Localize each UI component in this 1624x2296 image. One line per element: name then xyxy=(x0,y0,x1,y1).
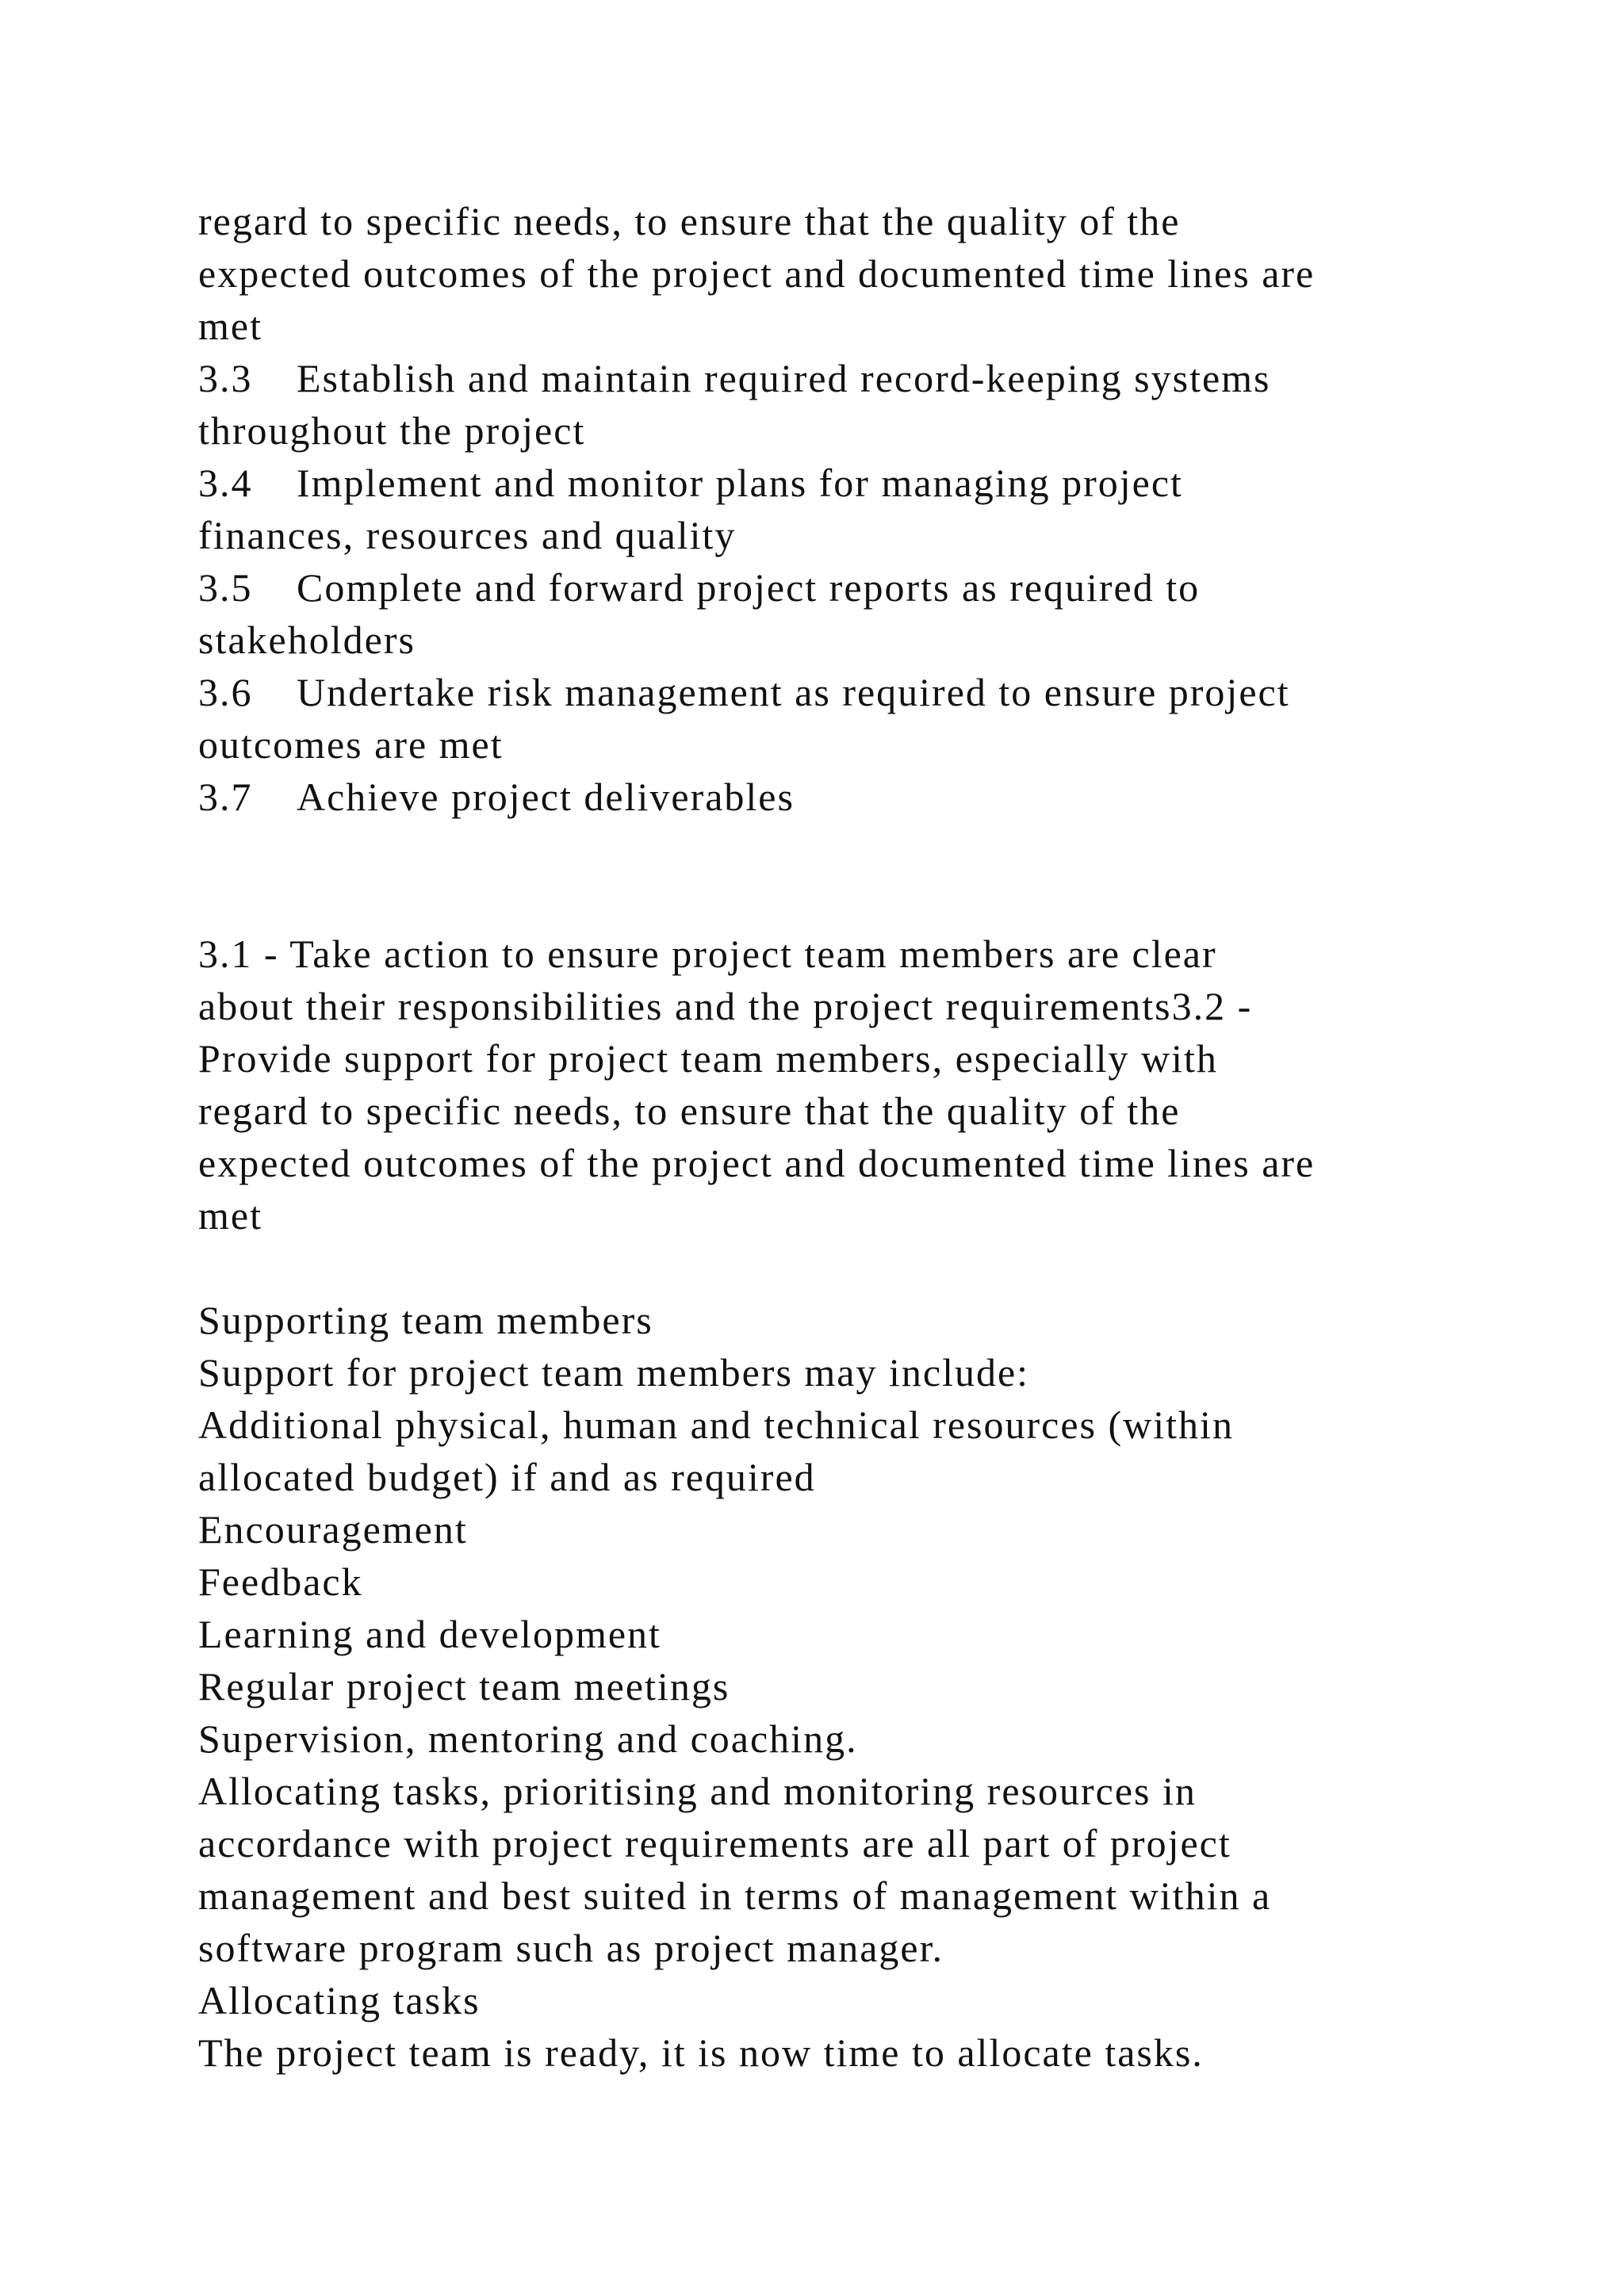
block-supporting-team xyxy=(198,1294,1467,2079)
text-line: accordance with project requirements are all part of project xyxy=(198,1821,1231,1866)
text-line: Regular project team meetings xyxy=(198,1664,730,1709)
document-page xyxy=(198,195,1467,2079)
text-line: Allocating tasks, prioritising and monitoring resources in xyxy=(198,1769,1197,1813)
item-number: 3.3 xyxy=(198,356,253,400)
text-line: software program such as project manager. xyxy=(198,1926,944,1970)
section-heading: Allocating tasks xyxy=(198,1978,481,2022)
text-line: regard to specific needs, to ensure that the quality of the xyxy=(198,1089,1181,1133)
text-line: outcomes are met xyxy=(198,722,504,767)
text-line: allocated budget) if and as required xyxy=(198,1455,816,1499)
item-number: 3.7 xyxy=(198,775,253,819)
section-heading: Supporting team members xyxy=(198,1298,653,1342)
item-number: 3.6 xyxy=(198,670,253,714)
item-text: Implement and monitor plans for managing project xyxy=(297,461,1183,505)
item-number: 3.5 xyxy=(198,565,253,610)
item-text: Establish and maintain required record-keeping systems xyxy=(297,356,1271,400)
item-text: Undertake risk management as required to ensure project xyxy=(297,670,1290,714)
text-line: Encouragement xyxy=(198,1507,468,1552)
text-line: finances, resources and quality xyxy=(198,513,737,557)
item-number: 3.4 xyxy=(198,461,253,505)
text-line: stakeholders xyxy=(198,618,416,662)
list-item-3-5 xyxy=(198,561,1467,614)
block-competencies xyxy=(198,195,1467,823)
text-line: Learning and development xyxy=(198,1612,661,1656)
text-line: regard to specific needs, to ensure that the quality of the xyxy=(198,199,1181,243)
text-line: Additional physical, human and technical resources (within xyxy=(198,1402,1234,1447)
text-line: Feedback xyxy=(198,1559,363,1604)
text-line: met xyxy=(198,1193,262,1238)
text-line: management and best suited in terms of management within a xyxy=(198,1873,1272,1918)
block-section-3-1 xyxy=(198,928,1467,1242)
text-line: expected outcomes of the project and documented time lines are xyxy=(198,1141,1316,1185)
text-line: The project team is ready, it is now time to allocate tasks. xyxy=(198,2030,1204,2075)
text-line: throughout the project xyxy=(198,408,586,453)
text-line: 3.1 - Take action to ensure project team members are clear xyxy=(198,932,1217,976)
spacer xyxy=(198,823,1467,928)
text-line: Supervision, mentoring and coaching. xyxy=(198,1716,858,1761)
item-text: Achieve project deliverables xyxy=(297,775,795,819)
text-line: met xyxy=(198,304,262,348)
list-item-3-6 xyxy=(198,666,1467,718)
list-item-3-3 xyxy=(198,352,1467,404)
text-line: expected outcomes of the project and documented time lines are xyxy=(198,251,1316,296)
text-line: Support for project team members may include: xyxy=(198,1350,1030,1395)
list-item-3-4 xyxy=(198,457,1467,509)
spacer xyxy=(198,1242,1467,1294)
text-line: Provide support for project team members, especially with xyxy=(198,1036,1218,1081)
item-text: Complete and forward project reports as required to xyxy=(297,565,1201,610)
text-line: about their responsibilities and the project requirements3.2 - xyxy=(198,984,1253,1028)
list-item-3-7 xyxy=(198,771,1467,823)
